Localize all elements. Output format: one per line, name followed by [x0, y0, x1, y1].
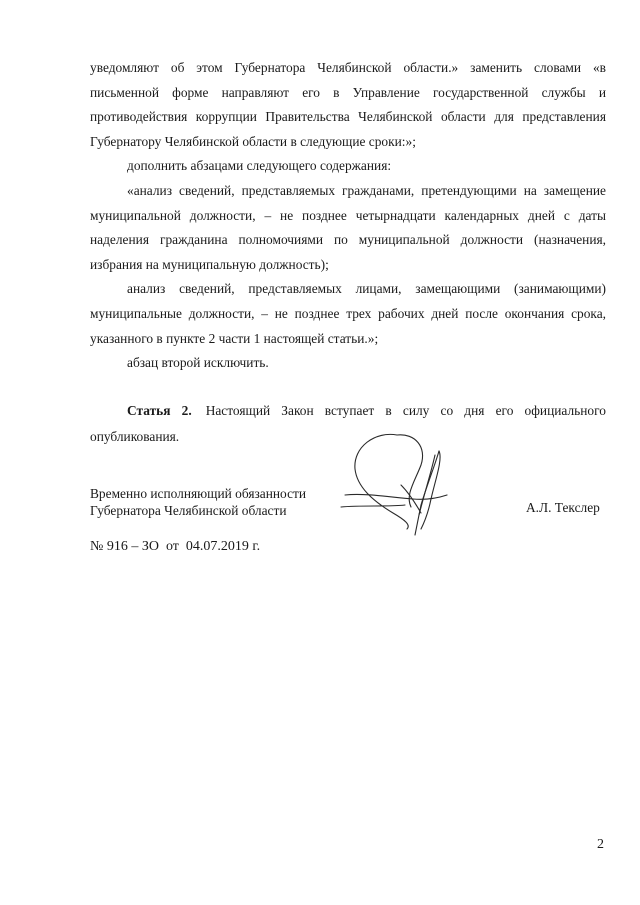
- signer-title-line-2: Губернатора Челябинской области: [90, 503, 287, 518]
- page-number: 2: [597, 837, 604, 852]
- signer-name: А.Л. Текслер: [526, 500, 600, 515]
- article-text: Настоящий Закон вступает в силу со дня его официального опубликования.: [90, 403, 606, 444]
- paragraph-supplement-intro: дополнить абзацами следующего содержания:: [127, 158, 392, 174]
- paragraph-citizens-analysis: «анализ сведений, представляемых гражданами, претендующими на замещение муниципальной должности, – не позднее четырнадцати календарных дней с даты наделения гражданина полномочиями по муниципальной должности (назначения, избрания на муниципальную должность);: [90, 182, 606, 272]
- paragraph-officials-analysis: анализ сведений, представляемых лицами, замещающими (занимающими) муниципальные должности, – не позднее трех рабочих дней после окончания срока, указанного в пункте 2 части 1 настоящей статьи.»;: [90, 281, 606, 346]
- signer-title-line-1: Временно исполняющий обязанности: [90, 486, 307, 501]
- handwritten-signature: [335, 425, 455, 540]
- article-number: Статья 2.: [127, 403, 192, 418]
- signer-title: [90, 485, 306, 519]
- law-number: № 916 – ЗО от 04.07.2019 г.: [90, 539, 261, 554]
- document-body: [90, 56, 606, 376]
- paragraph-amendment: уведомляют об этом Губернатора Челябинской области.» заменить словами «в письменной форме направляют его в Управление государственной службы и противодействия коррупции Правительства Челябинской области для представления Губернатору Челябинской области в следующие сроки:»;: [90, 60, 606, 149]
- paragraph-exclusion: абзац второй исключить.: [127, 355, 269, 371]
